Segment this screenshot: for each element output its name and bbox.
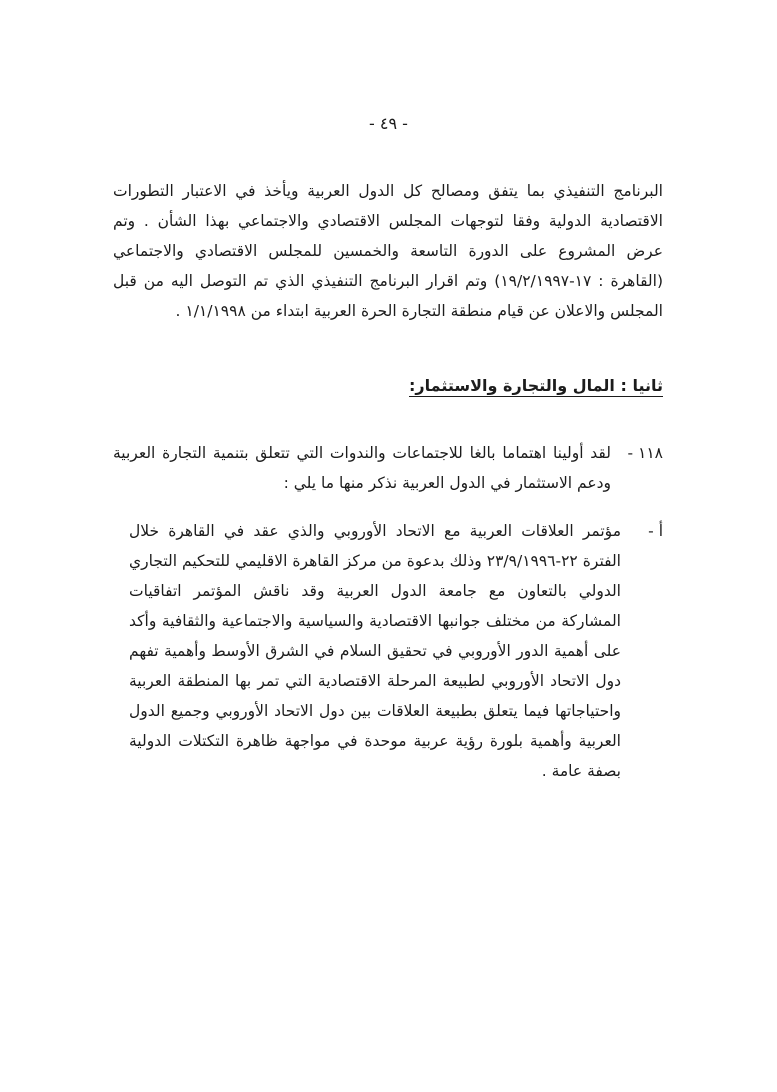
section-heading-text: ثانيا : المال والتجارة والاستثمار: bbox=[409, 375, 663, 395]
item-text: لقد أولينا اهتماما بالغا للاجتماعات والندوات التي تتعلق بتنمية التجارة العربية ودعم الاستثمار في الدول العربية نذكر منها ما يلي : bbox=[113, 443, 611, 492]
sub-item-marker: أ - bbox=[648, 521, 663, 540]
page-content bbox=[113, 160, 663, 786]
item-number: ١١٨ - bbox=[627, 443, 663, 462]
list-item-118 bbox=[113, 438, 663, 498]
page-number: - ٤٩ - bbox=[369, 114, 408, 133]
sub-item-a bbox=[113, 516, 663, 786]
sub-item-text: مؤتمر العلاقات العربية مع الاتحاد الأوروبي والذي عقد في القاهرة خلال الفترة ٢٢-٢٣/٩/١٩٩٦ وذلك بدعوة من مركز القاهرة الاقليمي للتحكيم التجاري الدولي بالتعاون مع جامعة الدول العربية وقد ناقش المؤتمر اتفاقيات المشاركة من مختلف جوانبها الاقتصادية والسياسية والاجتماعية والثقافية وأكد على أهمية الدور الأوروبي في تحقيق السلام في الشرق الأوسط وأهمية تفهم دول الاتحاد الأوروبي لطبيعة المرحلة الاقتصادية التي تمر بها المنطقة العربية واحتياجاتها فيما يتعلق بطبيعة العلاقات بين دول الاتحاد الأوروبي وجميع الدول العربية وأهمية بلورة رؤية عربية موحدة في مواجهة ظاهرة التكتلات الدولية بصفة عامة . bbox=[129, 521, 621, 780]
body-paragraph: البرنامج التنفيذي بما يتفق ومصالح كل الدول العربية ويأخذ في الاعتبار التطورات الاقتصادية الدولية وفقا لتوجهات المجلس الاقتصادي والاجتماعي بهذا الشأن . وتم عرض المشروع على الدورة التاسعة والخمسين للمجلس الاقتصادي والاجتماعي (القاهرة : ١٧-١٩/٢/١٩٩٧) وتم اقرار البرنامج التنفيذي الذي تم التوصل اليه من قبل المجلس والاعلان عن قيام منطقة التجارة الحرة العربية ابتداء من ١/١/١٩٩٨ . bbox=[113, 181, 663, 320]
section-heading bbox=[113, 371, 663, 401]
